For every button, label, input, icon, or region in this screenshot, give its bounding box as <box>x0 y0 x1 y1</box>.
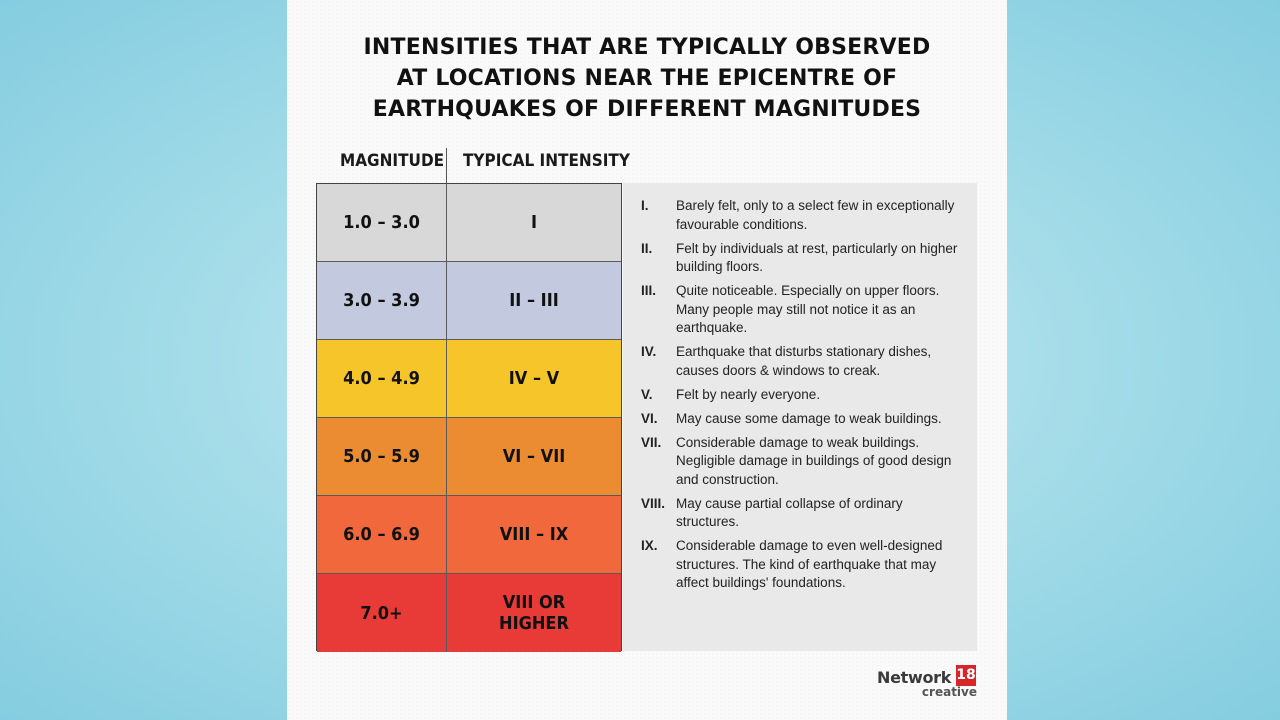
legend-description: Felt by nearly everyone. <box>676 386 821 402</box>
legend-description: Earthquake that disturbs stationary dishes, causes doors & windows to creak. <box>676 344 932 378</box>
legend-numeral: VII. <box>641 434 662 450</box>
legend-item <box>641 197 963 234</box>
legend-item <box>641 240 963 277</box>
table-row <box>317 496 621 574</box>
table-row <box>317 574 621 652</box>
title-line-1: INTENSITIES THAT ARE TYPICALLY OBSERVED <box>363 35 931 60</box>
legend-numeral: I. <box>641 198 649 213</box>
legend-item <box>641 495 963 532</box>
legend-numeral: II. <box>641 240 653 256</box>
brand-18-badge: 18 <box>956 665 976 686</box>
legend-description: May cause partial collapse of ordinary structures. <box>676 495 903 529</box>
table-row <box>317 340 621 418</box>
intensity-cell: I <box>530 212 538 233</box>
magnitude-cell: 4.0 – 4.9 <box>317 340 447 417</box>
intensity-column-header: TYPICAL INTENSITY <box>463 151 630 171</box>
legend-numeral: IX. <box>641 538 658 553</box>
magnitude-cell: 3.0 – 3.9 <box>317 262 447 339</box>
title-line-3: EARTHQUAKES OF DIFFERENT MAGNITUDES <box>372 97 922 122</box>
legend-item <box>641 386 963 405</box>
legend-item <box>641 434 963 490</box>
intensity-cell: IV – V <box>508 368 560 389</box>
magnitude-cell: 7.0+ <box>317 574 447 652</box>
intensity-legend <box>623 183 977 651</box>
magnitude-column-header: MAGNITUDE <box>340 151 445 171</box>
legend-description: May cause some damage to weak buildings. <box>676 410 942 426</box>
table-row <box>317 262 621 340</box>
legend-description: Considerable damage to even well-designed structures. The kind of earthquake that may affect buildings' foundations. <box>676 538 943 590</box>
brand-network-text: Network <box>877 668 952 687</box>
legend-item <box>641 343 963 380</box>
legend-description: Considerable damage to weak buildings. Negligible damage in buildings of good design and construction. <box>676 434 952 487</box>
network18-creative-logo <box>877 664 977 704</box>
brand-creative-text: creative <box>921 685 977 699</box>
header-divider <box>446 148 447 184</box>
legend-numeral: VI. <box>641 410 658 426</box>
legend-description: Barely felt, only to a select few in exceptionally favourable conditions. <box>676 198 955 232</box>
intensity-cell: II – III <box>509 290 559 311</box>
legend-numeral: IV. <box>641 344 657 359</box>
legend-numeral: VIII. <box>641 495 666 511</box>
legend-numeral: III. <box>641 283 657 298</box>
intensity-cell: VIII – IX <box>499 524 569 545</box>
title-line-2: AT LOCATIONS NEAR THE EPICENTRE OF <box>396 66 898 91</box>
legend-item <box>641 282 963 338</box>
table-row <box>317 418 621 496</box>
infographic-title <box>287 32 1007 125</box>
legend-description: Quite noticeable. Especially on upper floors. Many people may still not notice it as an earthquake. <box>676 283 940 335</box>
intensity-cell: VIII OR HIGHER <box>499 592 569 634</box>
infographic-card <box>287 0 1007 720</box>
magnitude-intensity-table <box>316 183 622 651</box>
legend-item <box>641 537 963 593</box>
legend-item <box>641 410 963 429</box>
magnitude-cell: 1.0 – 3.0 <box>317 184 447 261</box>
intensity-cell: VI – VII <box>502 446 566 467</box>
table-row <box>317 184 621 262</box>
legend-description: Felt by individuals at rest, particularly on higher building floors. <box>676 240 958 274</box>
magnitude-cell: 5.0 – 5.9 <box>317 418 447 495</box>
legend-numeral: V. <box>641 386 653 402</box>
magnitude-cell: 6.0 – 6.9 <box>317 496 447 573</box>
